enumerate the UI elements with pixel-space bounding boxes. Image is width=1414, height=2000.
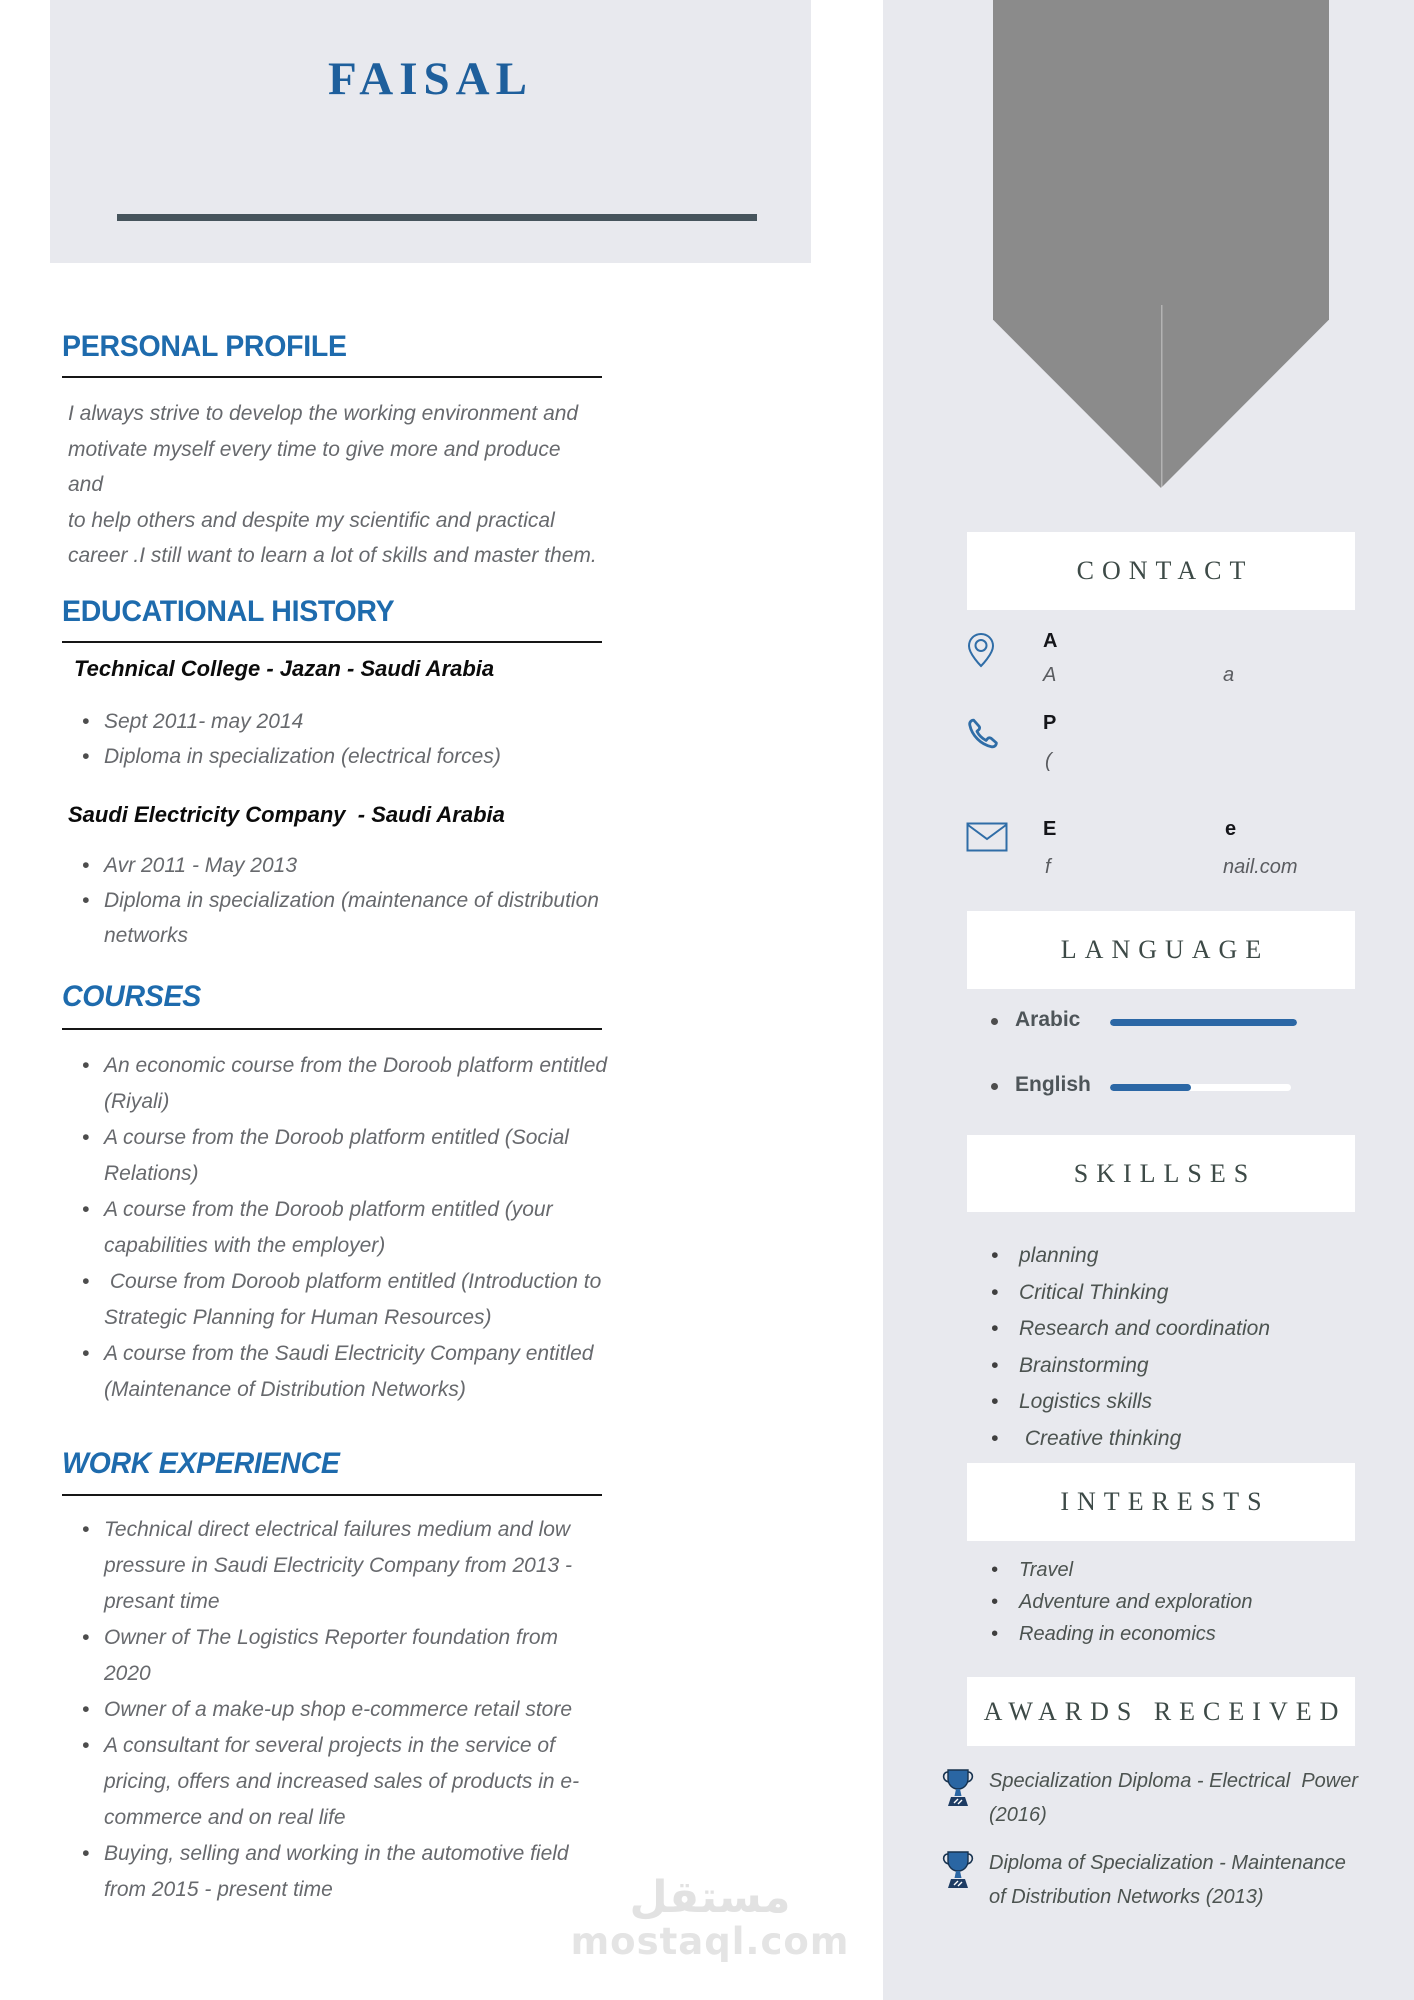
courses-list [82, 1048, 612, 1408]
list-item: • Buying, selling and working in the automotive field from 2015 - present time [82, 1836, 612, 1908]
section-rule [62, 1028, 602, 1030]
list-item: • Technical direct electrical failures medium and low pressure in Saudi Electricity Company from 2013 - presant time [82, 1512, 612, 1620]
list-item: • A course from the Doroob platform entitled (your capabilities with the employer) [82, 1192, 612, 1264]
profile-paragraph: I always strive to develop the working environment and motivate myself every time to give more and produce and to help others and despite my scientific and practical career .I still want to learn a lot of skills and master them. [68, 402, 597, 567]
education-entry-bullets [82, 848, 599, 953]
list-item: • Reading in economics [991, 1618, 1253, 1650]
list-item: • Travel [991, 1554, 1253, 1586]
watermark-arabic: مستقل [629, 1872, 791, 1923]
bullet-dot [991, 1083, 998, 1090]
phone-icon [964, 714, 1006, 756]
section-rule [62, 376, 602, 378]
sidebar [883, 0, 1414, 2000]
banner-fold-line [1161, 305, 1163, 488]
list-item: • Owner of a make-up shop e-commerce retail store [82, 1692, 612, 1728]
location-pin-icon [966, 632, 996, 678]
language-bar-english [1110, 1084, 1291, 1091]
section-title-personal-profile: PERSONAL PROFILE [62, 330, 347, 363]
award-text: Specialization Diploma - Electrical Power (2016) [989, 1770, 1359, 1826]
contact-label: A [1043, 630, 1058, 652]
list-item: • An economic course from the Doroob platform entitled (Riyali) [82, 1048, 612, 1120]
list-item: • Avr 2011 - May 2013 [82, 848, 599, 883]
award-text: Diploma of Specialization - Maintenance of Distribution Networks (2013) [989, 1852, 1346, 1908]
contact-detail: f [1045, 856, 1051, 878]
trophy-icon [941, 1768, 975, 1810]
section-title-skills: SKILLSES [1073, 1158, 1257, 1188]
watermark [560, 1872, 860, 1963]
list-item: • Creative thinking [991, 1421, 1270, 1458]
section-title-interests: INTERESTS [1060, 1487, 1270, 1516]
section-rule [62, 1494, 602, 1496]
list-item: • Diploma in specialization (maintenance of distribution networks [82, 883, 599, 953]
bullet-dot [991, 1018, 998, 1025]
contact-detail: a [1223, 664, 1235, 686]
envelope-icon [966, 822, 1008, 852]
education-entry-bullets [82, 704, 501, 774]
list-item: • Research and coordination [991, 1311, 1270, 1348]
contact-heading-box [967, 532, 1355, 610]
list-item: • Brainstorming [991, 1348, 1270, 1385]
watermark-latin: mostaql.com [570, 1920, 850, 1963]
language-name: Arabic [1015, 1008, 1081, 1031]
contact-label: E [1043, 818, 1057, 840]
section-title-work-experience: WORK EXPERIENCE [62, 1447, 340, 1480]
list-item: • A consultant for several projects in the service of pricing, offers and increased sales of products in e- commerce and on real life [82, 1728, 612, 1836]
interests-list [991, 1554, 1253, 1650]
skills-heading-box [967, 1135, 1355, 1212]
section-title-awards: AWARDS RECEIVED [983, 1696, 1347, 1726]
contact-label: P [1043, 712, 1057, 734]
header-divider [117, 214, 757, 221]
list-item: • A course from the Saudi Electricity Company entitled (Maintenance of Distribution Networks) [82, 1336, 612, 1408]
list-item: • Diploma in specialization (electrical forces) [82, 739, 501, 774]
language-bar-fill [1110, 1084, 1191, 1091]
education-entry-title: Saudi Electricity Company - Saudi Arabia [68, 802, 505, 827]
list-item: • Course from Doroob platform entitled (Introduction to Strategic Planning for Human Resources) [82, 1264, 612, 1336]
contact-label: e [1225, 818, 1237, 840]
interests-heading-box [967, 1463, 1355, 1541]
work-experience-list [82, 1512, 612, 1908]
section-rule [62, 641, 602, 643]
award-row [941, 1846, 1411, 1914]
list-item: • Adventure and exploration [991, 1586, 1253, 1618]
skills-list [991, 1238, 1270, 1457]
list-item: • Owner of The Logistics Reporter foundation from 2020 [82, 1620, 612, 1692]
award-row [941, 1764, 1411, 1832]
page-title: FAISAL [328, 53, 533, 105]
section-title-contact: CONTACT [1076, 556, 1254, 585]
language-bar-fill [1110, 1019, 1297, 1026]
language-name: English [1015, 1073, 1091, 1096]
list-item: • Logistics skills [991, 1384, 1270, 1421]
language-bar-arabic [1110, 1019, 1297, 1026]
contact-detail: A [1043, 664, 1057, 686]
header-block [50, 0, 811, 263]
education-entry-title: Technical College - Jazan - Saudi Arabia [74, 656, 495, 681]
section-title-courses: COURSES [62, 980, 201, 1013]
language-heading-box [967, 911, 1355, 989]
trophy-icon [941, 1850, 975, 1892]
list-item: • Critical Thinking [991, 1275, 1270, 1312]
list-item: • A course from the Doroob platform entitled (Social Relations) [82, 1120, 612, 1192]
awards-heading-box [967, 1677, 1355, 1746]
list-item: • Sept 2011- may 2014 [82, 704, 501, 739]
contact-detail: nail.com [1223, 856, 1298, 878]
list-item: • planning [991, 1238, 1270, 1275]
contact-detail: ( [1045, 750, 1052, 772]
section-title-language: LANGUAGE [1060, 935, 1270, 964]
section-title-educational-history: EDUCATIONAL HISTORY [62, 595, 395, 628]
